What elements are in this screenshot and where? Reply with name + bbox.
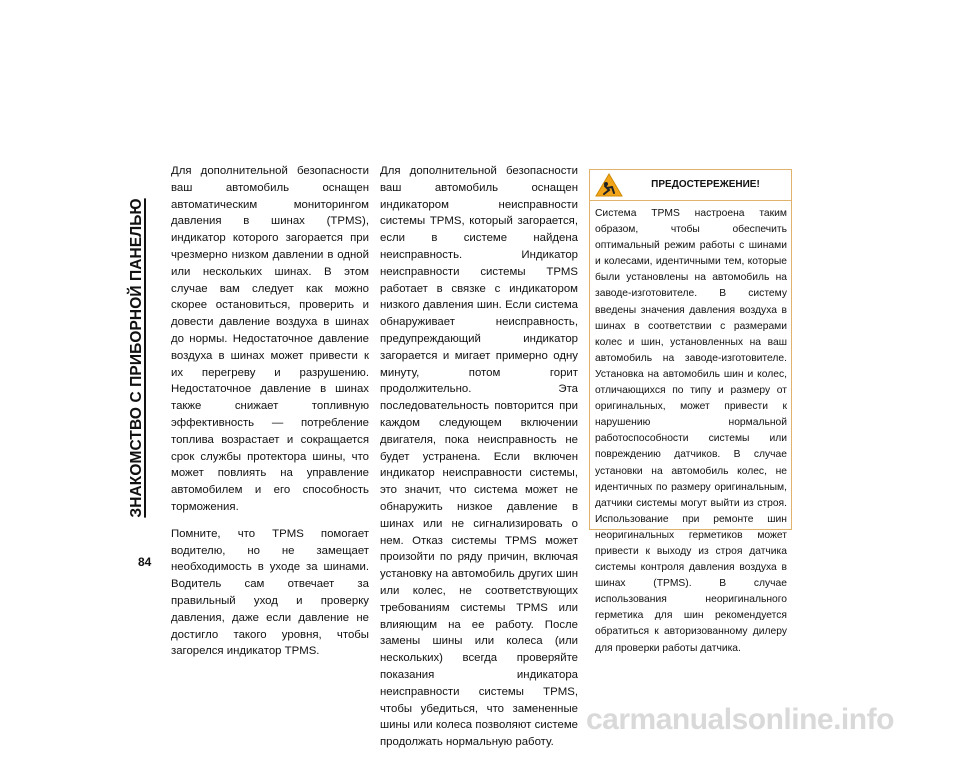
paragraph: Для дополнительной безопасности ваш автомобиль оснащен индикатором неисправности системы TPMS, который загорается, если в системе найдена неисправность. Индикатор неисправности системы TPMS работает в связке с индикатором низкого давления шин. Если система обнаруживает неисправность, предупреждающий индикатор загорается и мигает примерно одну минуту, потом горит продолжительно. Эта последовательность повторится при каждом следующем включении двигателя, пока неисправность не будет устранена. Если включен индикатор неисправности системы, это значит, что система может не обнаружить низкое давление в шинах или не сигнализировать о нем. Отказ системы TPMS может произойти по ряду причин, включая установку на автомобиль других шин или колес, не соответствующих требованиям системы TPMS или влияющим на ее работу. После замены шины или колеса (или нескольких) всегда проверяйте показания индикатора неисправности системы TPMS, чтобы убедиться, что замененные шины или колеса позволяют системе продолжать нормальную работу. (380, 165, 578, 749)
text-column-left (171, 163, 369, 670)
warning-text: Система TPMS настроена таким образом, чтобы обеспечить оптимальный режим работы с шинами и колесами, идентичными тем, которые были установлены на автомобиль на заводе-изготовителе. В систему введены значения давления воздуха в шинах в соответствии с размерами колес и шин, установленных на ваш автомобиль на заводе-изготовителе. Установка на автомобиль шин и колес, отличающихся по типу и размеру от оригинальных, может привести к нарушению нормальной работоспособности системы или повреждению датчиков. В случае установки на автомобиль колес, не идентичных по размеру оригинальным, датчики системы могут выйти из строя. Использование при ремонте шин неоригинальных герметиков может привести к выходу из строя датчика системы контроля давления воздуха в шинах (TPMS). В случае использования неоригинального герметика для шин рекомендуется обратиться к авторизованному дилеру для проверки работы датчика. (595, 208, 787, 654)
warning-title: ПРЕДОСТЕРЕЖЕНИЕ! (651, 179, 760, 190)
warning-box (589, 169, 792, 654)
section-side-title (117, 158, 157, 558)
section-side-title-text: ЗНАКОМСТВО С ПРИБОРНОЙ ПАНЕЛЬЮ (128, 198, 145, 518)
watermark: carmanualsonline.info (586, 703, 894, 736)
paragraph: Для дополнительной безопасности ваш автомобиль оснащен автоматическим мониторингом давления в шинах (TPMS), индикатор которого загорается при чрезмерно низком давлении в одной или нескольких шинах. В этом случае вам следует как можно скорее остановиться, проверить и довести давление воздуха в шинах до нормы. Недостаточное давление воздуха в шинах может привести к их перегреву и разрушению. Недостаточное давление в шинах также снижает топливную эффективность — потребление топлива возрастает и сокращается срок службы протектора шины, что может повлиять на управление автомобилем и его способность торможения. (171, 165, 369, 513)
text-column-middle (380, 163, 578, 761)
page-number: 84 (138, 555, 152, 569)
paragraph: Помните, что TPMS помогает водителю, но не замещает необходимость в уходе за шинами. Водитель сам отвечает за правильный уход и проверку давления, даже если давление не достигло такого уровня, чтобы загорелся индикатор TPMS. (171, 527, 369, 658)
warning-triangle-icon (595, 173, 623, 197)
warning-header (590, 170, 791, 201)
